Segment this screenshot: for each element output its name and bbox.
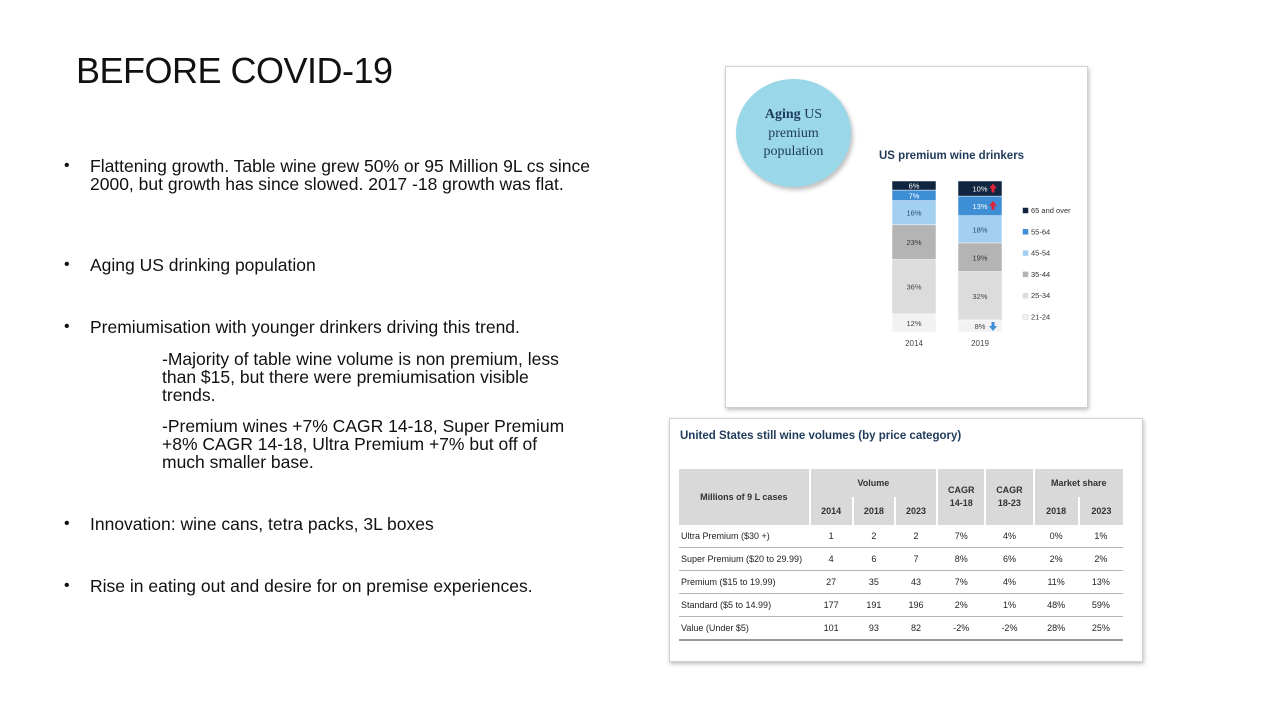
header-year: 2018 (1034, 497, 1079, 525)
legend-label: 65 and over (1031, 206, 1071, 215)
legend-label: 45-54 (1031, 248, 1051, 258)
table-row (679, 594, 1123, 617)
header-cagr-text: CAGR 14-18 (947, 485, 975, 508)
bullet-dot: • (64, 515, 70, 532)
chart-title: US premium wine drinkers (879, 150, 1025, 162)
header-year: 2023 (895, 497, 937, 525)
cell: -2% (985, 617, 1033, 641)
cell: 8% (937, 548, 985, 571)
bar-data-label: 13% (972, 201, 988, 211)
bar-data-label: 16% (906, 208, 922, 218)
header-cagr-18-23 (985, 469, 1033, 525)
legend-swatch (1023, 272, 1028, 277)
table-image-card (669, 418, 1143, 662)
sub-point: -Premium wines +7% CAGR 14-18, Super Premium +8% CAGR 14-18, Ultra Premium +7% but off of much smaller base. (162, 416, 565, 472)
legend-label: 25-34 (1031, 291, 1051, 301)
cell: 2 (853, 525, 895, 548)
row-label: Ultra Premium ($30 +) (679, 525, 810, 548)
row-label: Value (Under $5) (679, 617, 810, 641)
cell: 11% (1034, 571, 1079, 594)
cell: 43 (895, 571, 937, 594)
bullet-dot: • (64, 157, 70, 174)
bar-data-label: 6% (908, 181, 920, 191)
cell: 4% (985, 571, 1033, 594)
legend-swatch (1023, 229, 1028, 234)
cell: 101 (810, 617, 853, 641)
badge-bold-word: Aging (764, 107, 801, 122)
bullet-text: Flattening growth. Table wine grew 50% or 95 Million 9L cs since 2000, but growth has since slowed. 2017 -18 growth was flat. (90, 156, 590, 194)
bar-data-label: 19% (972, 253, 988, 263)
stacked-bar-chart (726, 67, 1087, 407)
cell: 13% (1079, 571, 1123, 594)
legend-swatch (1023, 251, 1028, 256)
header-cagr-14-18 (937, 469, 985, 525)
header-market-share: Market share (1034, 469, 1123, 497)
cell: 4% (985, 525, 1033, 548)
header-label: Millions of 9 L cases (679, 469, 810, 525)
bar-data-label: 12% (906, 318, 922, 328)
bullet-text: Rise in eating out and desire for on premise experiences. (90, 576, 533, 596)
cell: 4 (810, 548, 853, 571)
bullet-text: Innovation: wine cans, tetra packs, 3L boxes (90, 514, 434, 534)
slide-title: BEFORE COVID-19 (76, 50, 393, 91)
cell: 0% (1034, 525, 1079, 548)
badge-word: US (804, 107, 823, 122)
cell: 93 (853, 617, 895, 641)
table-row (679, 571, 1123, 594)
chart-image-card (725, 66, 1088, 408)
cell: 177 (810, 594, 853, 617)
bullet-dot: • (64, 577, 70, 594)
legend-swatch (1023, 293, 1028, 298)
bar-data-label: 18% (972, 225, 988, 235)
cell: 48% (1034, 594, 1079, 617)
header-volume: Volume (810, 469, 938, 497)
cell: 7 (895, 548, 937, 571)
table-row (679, 548, 1123, 571)
x-tick-label: 2014 (905, 339, 923, 348)
bullet-text: Aging US drinking population (90, 255, 316, 275)
cell: 1% (1079, 525, 1123, 548)
header-year: 2014 (810, 497, 853, 525)
legend-label: 35-44 (1031, 269, 1051, 279)
row-label: Standard ($5 to 14.99) (679, 594, 810, 617)
cell: 82 (895, 617, 937, 641)
bullet-dot: • (64, 256, 70, 273)
legend-swatch (1023, 315, 1028, 320)
cell: 2% (1034, 548, 1079, 571)
bullet-dot: • (64, 318, 70, 335)
bar-data-label: 32% (972, 291, 988, 301)
row-label: Super Premium ($20 to 29.99) (679, 548, 810, 571)
table-row (679, 617, 1123, 641)
bar-data-label: 7% (908, 191, 920, 201)
cell: 2% (937, 594, 985, 617)
legend-label: 55-64 (1031, 227, 1051, 237)
row-label: Premium ($15 to 19.99) (679, 571, 810, 594)
table-row (679, 525, 1123, 548)
cell: 7% (937, 571, 985, 594)
bar-data-label: 8% (974, 321, 986, 331)
cell: 2 (895, 525, 937, 548)
badge-line: population (763, 144, 824, 159)
x-tick-label: 2019 (971, 339, 989, 348)
bar-data-label: 36% (906, 282, 922, 292)
cell: 191 (853, 594, 895, 617)
bar-data-label: 23% (906, 238, 922, 248)
legend-swatch (1023, 208, 1028, 213)
header-cagr-text: CAGR 18-23 (996, 485, 1023, 508)
badge-line: premium (768, 126, 819, 141)
cell: 6 (853, 548, 895, 571)
cell: 28% (1034, 617, 1079, 641)
cell: 1 (810, 525, 853, 548)
cell: 59% (1079, 594, 1123, 617)
cell: 25% (1079, 617, 1123, 641)
table-title: United States still wine volumes (by price category) (680, 430, 962, 442)
cell: -2% (937, 617, 985, 641)
legend-label: 21-24 (1031, 312, 1051, 322)
bullet-text: Premiumisation with younger drinkers driving this trend. (90, 317, 520, 337)
header-year: 2023 (1079, 497, 1123, 525)
cell: 1% (985, 594, 1033, 617)
cell: 7% (937, 525, 985, 548)
cell: 2% (1079, 548, 1123, 571)
wine-volume-table (679, 469, 1123, 641)
sub-point: -Majority of table wine volume is non premium, less than $15, but there were premiumisation visible trends. (162, 349, 559, 405)
cell: 27 (810, 571, 853, 594)
header-year: 2018 (853, 497, 895, 525)
cell: 196 (895, 594, 937, 617)
bar-data-label: 10% (972, 184, 988, 194)
cell: 6% (985, 548, 1033, 571)
cell: 35 (853, 571, 895, 594)
